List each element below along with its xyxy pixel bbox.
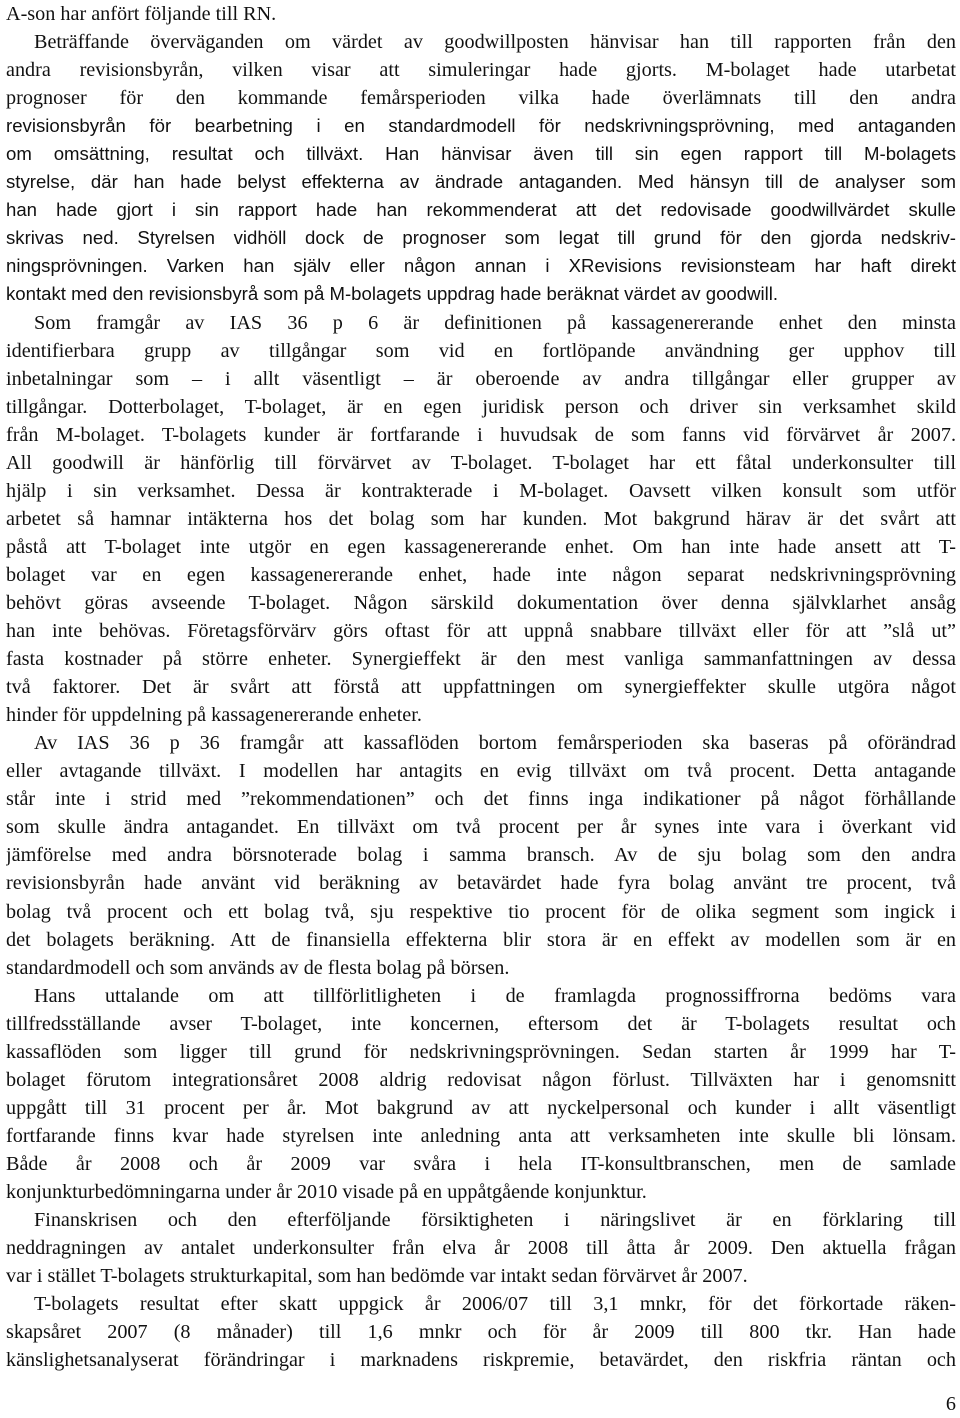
text-line: T-bolagets resultat efter skatt uppgick år 2006/07 till 3,1 mnkr, för det förkortade räken- [34,1293,956,1316]
text-line: Hans uttalande om att tillförlitligheten i de framlagda prognossiffrorna bedöms vara [34,984,956,1007]
text-line: identifierbara grupp av tillgångar som vid en fortlöpande användning ger upphov till [6,339,956,362]
text-line: andra revisionsbyrån, vilken visar att simuleringar hade gjorts. M-bolaget hade utarbetat [6,59,956,82]
text-line: Av IAS 36 p 36 framgår att kassaflöden bortom femårsperioden ska baseras på oförändrad [34,732,956,755]
text-line: påstå att T-bolaget inte utgör en egen kassagenererande enhet. Om han inte hade ansett att T- [6,535,956,558]
text-line: fasta kostnader på större enheter. Synergieffekt är den mest vanliga sammanfattningen av dessa [6,648,956,671]
text-line: bolaget förutom integrationsåret 2008 aldrig redovisat någon förlust. Tillväxten har i genomsnitt [6,1068,956,1091]
text-line: det bolagets beräkning. Att de finansiella effekterna blir stora är en effekt av modellen som är en [6,928,956,951]
text-line: skrivas ned. Styrelsen vidhöll dock de prognoser som legat till grund för den gjorda nedskriv- [6,227,956,249]
text-line: arbetet så hamnar intäkterna hos det bolag som har kunden. Mot bakgrund härav är det svårt att [6,507,956,530]
text-line: standardmodell och som används av de flesta bolag på börsen. [6,956,510,979]
document-page [6,0,956,1374]
text-line: styrelse, där han hade belyst effekterna av ändrade antaganden. Med hänsyn till de analyser som [6,171,956,193]
text-line: han inte behövas. Företagsförvärv görs oftast för att uppnå snabbare tillväxt eller för att ”slå ut” [6,620,956,643]
text-line: han hade gjort i sin rapport hade han rekommenderat att det redovisade goodwillvärdet skulle [6,199,956,221]
text-line: prognoser för den kommande femårsperioden vilka hade överlämnats till den andra [6,87,956,110]
text-line: kassaflöden som ligger till grund för nedskrivningsprövningen. Sedan starten år 1999 har T- [6,1040,956,1063]
text-line: uppgått till 31 procent per år. Mot bakgrund av att nyckelpersonal och kunder i allt väsentligt [6,1096,956,1119]
page-number: 6 [945,1393,956,1415]
text-line: konjunkturbedömningarna under år 2010 visade på en uppåtgående konjunktur. [6,1180,647,1203]
text-line: från M-bolaget. T-bolagets kunder är fortfarande i huvudsak de som fanns vid förvärvet år 2007. [6,423,956,446]
text-line: A-son har anfört följande till RN. [6,3,277,25]
text-line: eller avtagande tillväxt. I modellen har antagits en evig tillväxt om två procent. Detta antagande [6,760,956,783]
text-line: hjälp i sin verksamhet. Dessa är kontrakterade i M-bolaget. Oavsett vilken konsult som utför [6,479,956,502]
text-line: kontakt med den revisionsbyrå som på M-bolagets uppdrag hade beräknat värdet av goodwill. [6,283,779,305]
text-line: neddragningen av antalet underkonsulter från elva år 2008 till åtta år 2009. Den aktuella frågan [6,1237,956,1260]
text-line: jämförelse med andra börsnoterade bolag i samma bransch. Av de sju bolag som den andra [6,844,956,867]
text-line: som skulle ändra antagandet. En tillväxt om två procent per år synes inte vara i överkant vid [6,816,956,839]
text-line: bolaget var en egen kassagenererande enhet, hade inte någon separat nedskrivningsprövning [6,563,956,586]
text-line: revisionsbyrån hade använt vid beräkning av betavärdet hade fyra bolag använt tre procent, två [6,872,956,895]
text-line: behövt göras avseende T-bolaget. Någon särskild dokumentation över denna självklarhet ansåg [6,591,956,614]
text-line: Beträffande överväganden om värdet av goodwillposten hänvisar han till rapporten från den [34,31,956,54]
text-line: känslighetsanalyserat förändringar i marknadens riskpremie, betavärdet, den riskfria räntan och [6,1349,956,1372]
text-line: All goodwill är hänförlig till förvärvet av T-bolaget. T-bolaget har ett fåtal underkonsulter till [6,451,956,474]
text-line: ningsprövningen. Varken han själv eller någon annan i XRevisions revisionsteam har haft direkt [6,255,956,277]
text-line: var i stället T-bolagets strukturkapital, som han bedömde var intakt sedan förvärvet år 2007. [6,1265,748,1288]
text-line: Både år 2008 och år 2009 var svåra i hela IT-konsultbranschen, men de samlade [6,1152,956,1175]
text-line: fortfarande finns kvar hade styrelsen inte anledning anta att verksamheten inte skulle bli lönsam. [6,1124,956,1147]
text-line: tillfredsställande avser T-bolaget, inte koncernen, eftersom det är T-bolagets resultat och [6,1012,956,1035]
text-line: bolag två procent och ett bolag två, sju respektive tio procent för de olika segment som ingick i [6,900,956,923]
text-line: Som framgår av IAS 36 p 6 är definitionen på kassagenererande enhet den minsta [34,311,956,334]
text-line: om omsättning, resultat och tillväxt. Han hänvisar även till sin egen rapport till M-bolagets [6,143,956,165]
text-line: inbetalningar som – i allt väsentligt – är oberoende av andra tillgångar eller grupper av [6,367,956,390]
text-line: tillgångar. Dotterbolaget, T-bolaget, är en egen juridisk person och driver sin verksamhet skild [6,395,956,418]
text-line: Finanskrisen och den efterföljande försiktigheten i näringslivet är en förklaring till [34,1209,956,1232]
text-line: två faktorer. Det är svårt att förstå att uppfattningen om synergieffekter skulle utgöra något [6,676,956,699]
text-line: hinder för uppdelning på kassagenererande enheter. [6,704,422,727]
text-line: revisionsbyrån för bearbetning i en standardmodell för nedskrivningsprövning, med antaganden [6,115,956,137]
text-line: skapsåret 2007 (8 månader) till 1,6 mnkr och för år 2009 till 800 tkr. Han hade [6,1321,956,1344]
text-line: står inte i strid med ”rekommendationen” och det finns inga indikationer på något förhållande [6,788,956,811]
